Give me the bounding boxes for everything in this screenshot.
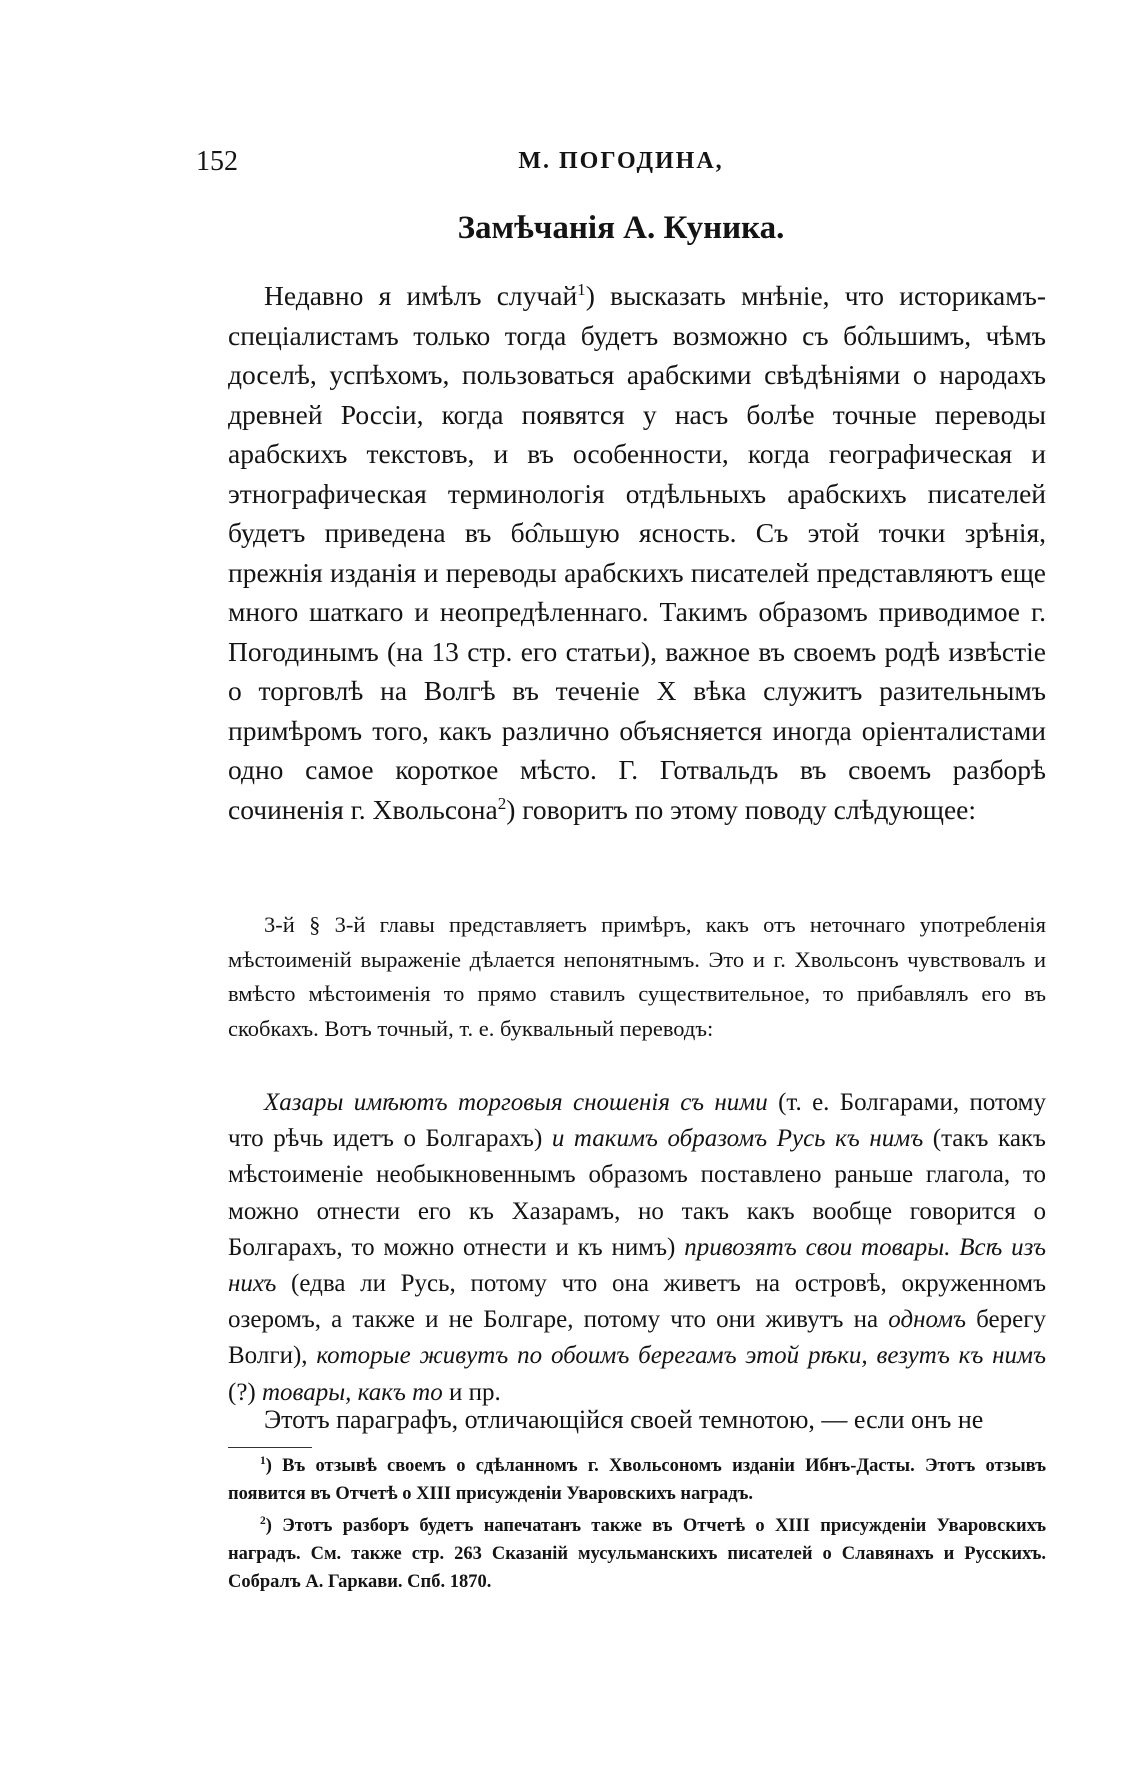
quoted-passage [228,908,1046,1046]
footnote-text: ) Въ отзывѣ своемъ о сдѣланномъ г. Хвольсономъ изданіи Ибнъ-Дасты. Этотъ отзывъ появится въ Отчетѣ о XIII присужденіи Уваровскихъ наградъ. [228,1456,1046,1504]
footnote-text: ) Этотъ разборъ будетъ напечатанъ также въ Отчетѣ о XIII присужденіи Уваровскихъ наградъ. См. также стр. 263 Сказаній мусульманскихъ писателей о Славянахъ и Русскихъ. Собралъ А. Гаркави. Спб. 1870. [228,1516,1046,1592]
footnote-ref: 1 [577,279,586,299]
footnote-rule [228,1447,312,1448]
text-run: ) говоритъ по этому поводу слѣдующее: [506,793,977,825]
italic-run: которые живутъ по обоимъ берегамъ этой рѣки, везутъ къ нимъ [316,1342,1046,1370]
text-run: ) высказать мнѣніе, что историкамъ-спеціалистамъ только тогда будетъ возможно съ бо̂льшимъ, чѣмъ доселѣ, успѣхомъ, пользоваться арабскими свѣдѣніями о народахъ древней Россіи, когда появятся у насъ болѣе точные переводы арабскихъ текстовъ, и въ особенности, когда географическая и этнографическая терминологія отдѣльныхъ арабскихъ писателей будетъ приведена въ бо̂льшую ясность. Съ этой точки зрѣнія, прежнія изданія и переводы арабскихъ писателей представляютъ еще много шаткаго и неопредѣленнаго. Такимъ образомъ приводимое г. Погодинымъ (на 13 стр. его статьи), важное въ своемъ родѣ извѣстіе о торговлѣ на Волгѣ въ теченіе X вѣка служитъ разительнымъ примѣромъ того, какъ различно объясняется иногда оріенталистами одно самое короткое мѣсто. Г. Готвальдъ въ своемъ разборѣ сочиненія г. Хвольсона [228,280,1047,825]
section-title: Замѣчанія А. Куника. [457,210,785,246]
page-number: 152 [196,146,238,177]
footnote-mark: 2 [260,1514,266,1527]
running-head: М. ПОГОДИНА, [518,148,724,174]
italic-run: одномъ [888,1306,966,1334]
text-run: (т. е. Болгарами, потому что рѣчь идетъ о Болгарахъ) [228,1089,1046,1153]
translation-passage [228,1085,1046,1411]
paragraph: Этотъ параграфъ, отличающійся своей темнотою, — если онъ не [264,1405,984,1434]
text-run: берегу Волги), [228,1306,1046,1370]
footnotes [228,1452,1046,1600]
italic-run: Хазары имѣютъ торговыя сношенія съ ними [264,1089,768,1116]
text-run: (едва ли Русь, потому что она живетъ на островѣ, окруженномъ озеромъ, а также и не Болгаре, потому что они живутъ на [228,1270,1046,1334]
italic-run: и такимъ образомъ Русь къ нимъ [551,1125,924,1153]
italic-run: товары, какъ то [262,1378,443,1406]
continuing-text [228,1403,1046,1437]
footnote-ref: 2 [497,793,507,813]
italic-run: привозятъ свои товары. Всѣ изъ нихъ [228,1233,1047,1298]
text-run: (такъ какъ мѣстоименіе необыкновеннымъ образомъ поставлено раньше глагола, то можно отнести его къ Хазарамъ, но такъ какъ вообще говорится о Болгарахъ, то можно отнести и къ нимъ) [228,1125,1046,1261]
text-run: и пр. [442,1378,501,1406]
text-run: Недавно я имѣлъ случай [264,280,578,311]
quote-paragraph: 3-й § 3-й главы представляетъ примѣръ, какъ отъ неточнаго употребленія мѣстоименій выраженіе дѣлается непонятнымъ. Это и г. Хвольсонъ чувствовалъ и вмѣсто мѣстоименія то прямо ставилъ существительное, то прибавлялъ его въ скобкахъ. Вотъ точный, т. е. буквальный переводъ: [228,912,1046,1041]
footnote-1 [228,1452,1046,1508]
page-header [196,146,1046,186]
translation-paragraph [228,1085,1046,1411]
footnote-2 [228,1512,1046,1596]
text-run: (?) [228,1378,262,1406]
paragraph [228,276,1046,829]
footnote-mark: 1 [260,1454,266,1467]
main-text [228,276,1046,829]
